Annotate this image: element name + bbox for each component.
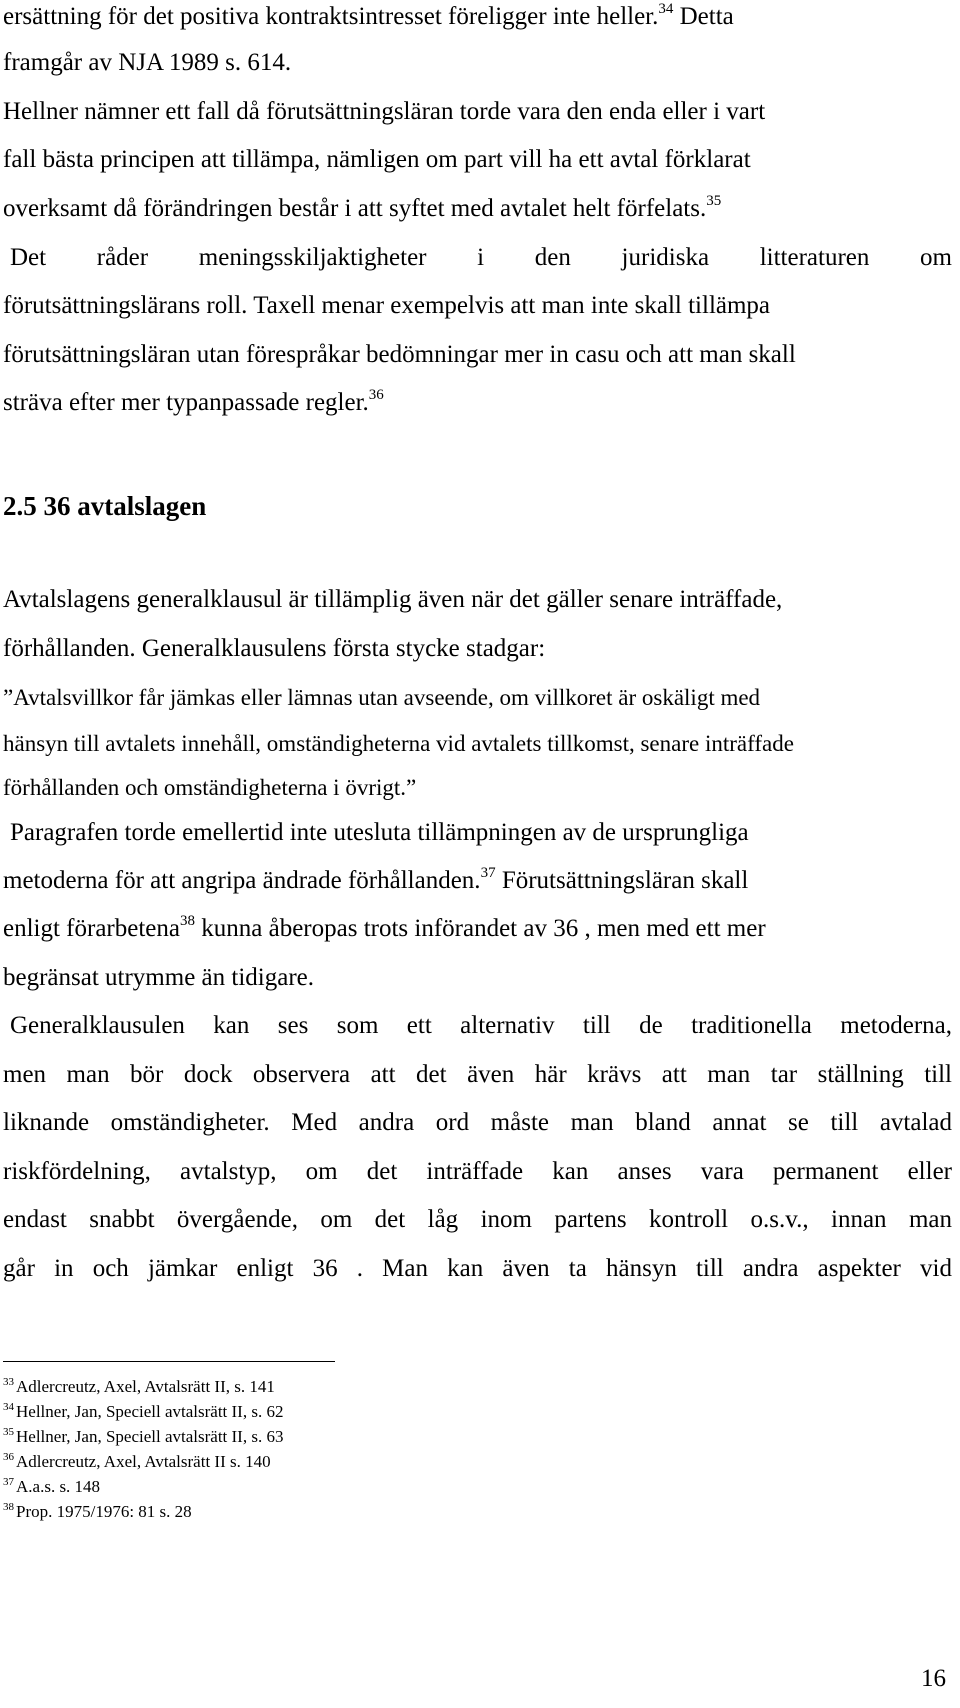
p3-line-4: riskfördelning, avtalstyp, om det inträffade kan anses vara permanent eller — [3, 1158, 952, 1185]
p3-line-3: liknande omständigheter. Med andra ord måste man bland annat se till avtalad — [3, 1109, 952, 1136]
footnote-ref-34[interactable]: 34 — [658, 1, 674, 17]
page-number: 16 — [921, 1665, 946, 1692]
quote-line-3: förhållanden och omständigheterna i övrigt.” — [3, 775, 417, 800]
p2-line-3: enligt förarbetena$^{38}$ kunna åberopas trots införandet av 36 , men med ett mer — [3, 913, 766, 942]
quote-line-1: ”Avtalsvillkor får jämkas eller lämnas utan avseende, om villkoret är oskäligt med — [3, 685, 761, 710]
body-line-6: Det råder meningsskiljaktigheter i den juridiska litteraturen om — [10, 244, 952, 271]
p2-line-1: Paragrafen torde emellertid inte utesluta tillämpningen av de ursprungliga — [10, 819, 749, 846]
body-line-7: förutsättningslärans roll. Taxell menar exempelvis att man inte skall tillämpa — [3, 292, 771, 319]
footnote-ref-38[interactable]: 38 — [180, 913, 195, 929]
footnote-35: $^{35}$ Hellner, Jan, Speciell avtalsrätt II, s. 63 — [3, 1426, 284, 1446]
p2-line-2: metoderna för att angripa ändrade förhållanden.$^{37}$ Förutsättningsläran skall — [3, 865, 749, 894]
footnote-separator — [3, 1361, 335, 1362]
body-line-4: fall bästa principen att tillämpa, nämligen om part vill ha ett avtal förklarat — [3, 146, 751, 173]
p3-line-2: men man bör dock observera att det även här krävs att man tar ställning till — [3, 1061, 952, 1088]
body-line-2: framgår av NJA 1989 s. 614. — [3, 49, 292, 76]
p3-line-5: endast snabbt övergående, om det låg inom partens kontroll o.s.v., innan man — [3, 1206, 952, 1233]
section-heading: 2.5 36 avtalslagen — [3, 491, 207, 521]
footnote-38: $^{38}$ Prop. 1975/1976: 81 s. 28 — [3, 1501, 192, 1521]
body-line-3: Hellner nämner ett fall då förutsättningsläran torde vara den enda eller i vart — [3, 98, 766, 125]
body-line-8: förutsättningsläran utan förespråkar bedömningar mer in casu och att man skall — [3, 341, 796, 368]
footnote-37: $^{37}$ A.a.s. s. 148 — [3, 1476, 101, 1496]
body-line-5: overksamt då förändringen består i att syftet med avtalet helt förfelats.$^{35}$ — [3, 193, 722, 222]
p3-line-1: Generalklausulen kan ses som ett alternativ till de traditionella metoderna, — [10, 1012, 952, 1039]
quote-line-2: hänsyn till avtalets innehåll, omständigheterna vid avtalets tillkomst, senare inträffade — [3, 731, 794, 756]
section-line-1: Avtalslagens generalklausul är tillämplig även när det gäller senare inträffade, — [3, 586, 783, 613]
body-line-9: sträva efter mer typanpassade regler.$^{36}$ — [3, 387, 384, 416]
body-line-1: ersättning för det positiva kontraktsintresset föreligger inte heller.$^{34}$ Detta — [3, 1, 734, 30]
section-line-2: förhållanden. Generalklausulens första stycke stadgar: — [3, 635, 546, 662]
footnote-ref-35[interactable]: 35 — [706, 193, 722, 209]
footnote-34: $^{34}$ Hellner, Jan, Speciell avtalsrätt II, s. 62 — [3, 1401, 284, 1421]
p3-line-6: går in och jämkar enligt 36 . Man kan även ta hänsyn till andra aspekter vid — [3, 1255, 952, 1282]
footnote-ref-36[interactable]: 36 — [368, 387, 384, 403]
footnote-ref-37[interactable]: 37 — [480, 865, 496, 881]
footnote-33: $^{33}$ Adlercreutz, Axel, Avtalsrätt II, s. 141 — [3, 1376, 275, 1396]
p2-line-4: begränsat utrymme än tidigare. — [3, 964, 314, 991]
footnote-36: $^{36}$ Adlercreutz, Axel, Avtalsrätt II s. 140 — [3, 1451, 271, 1471]
